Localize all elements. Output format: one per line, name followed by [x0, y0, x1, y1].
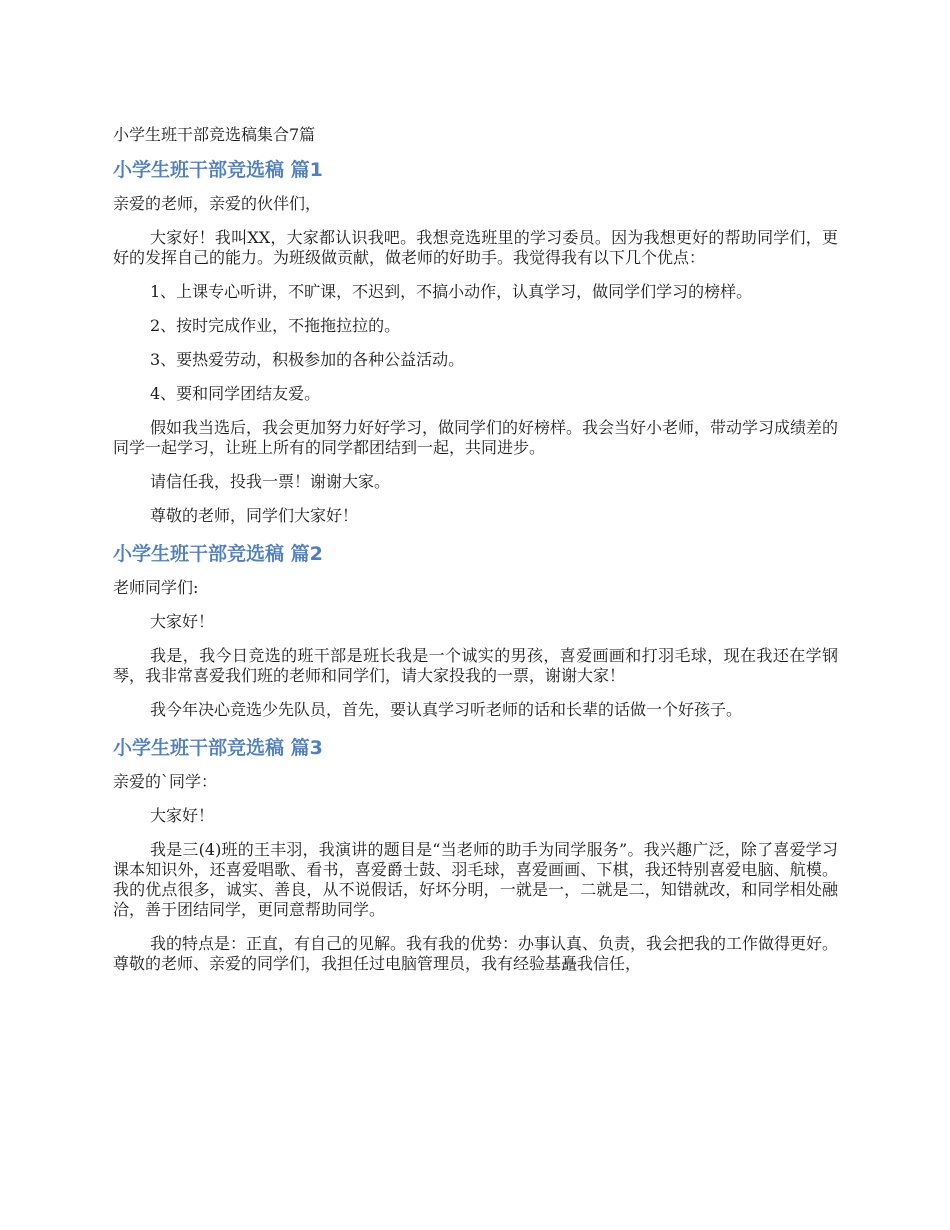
salutation: 老师同学们:: [113, 578, 199, 597]
paragraph: 我是三(4)班的王丰羽，我演讲的题目是“当老师的助手为同学服务”。我兴趣广泛，除了喜爱学习课本知识外，还喜爱唱歌、看书，喜爱爵士鼓、羽毛球，喜爱画画、下棋，我还特别喜爱电脑、航模。我的优点很多，诚实、善良，从不说假话，好坏分明，一就是一，二就是二，知错就改，和同学相处融洽，善于团结同学，更同意帮助同学。: [113, 840, 838, 919]
list-item: 1、上课专心听讲，不旷课，不迟到，不搞小动作，认真学习，做同学们学习的榜样。: [150, 282, 753, 301]
document-page: [113, 122, 838, 988]
section-heading-3: 小学生班干部竞选稿 篇3: [113, 737, 323, 759]
list-item: 2、按时完成作业，不拖拖拉拉的。: [150, 316, 401, 335]
paragraph: 我的特点是：正直，有自己的见解。我有我的优势：办事认真、负责，我会把我的工作做得更好。尊敬的老师、亲爱的同学们，我担任过电脑管理员，我有经验基矗我信任，: [113, 934, 839, 973]
salutation: 亲爱的`同学：: [113, 772, 218, 791]
list-item: 3、要热爱劳动，积极参加的各种公益活动。: [150, 350, 465, 369]
paragraph: 我今年决心竞选少先队员，首先，要认真学习听老师的话和长辈的话做一个好孩子。: [150, 700, 743, 719]
greeting: 大家好！: [150, 806, 215, 825]
list-item: 4、要和同学团结友爱。: [150, 384, 321, 403]
salutation: 亲爱的老师，亲爱的伙伴们，: [113, 194, 322, 213]
paragraph: 大家好！我叫XX，大家都认识我吧。我想竞选班里的学习委员。因为我想更好的帮助同学们，更好的发挥自己的能力。为班级做贡献，做老师的好助手。我觉得我有以下几个优点：: [113, 228, 838, 267]
greeting: 大家好！: [150, 612, 215, 631]
paragraph: 尊敬的老师，同学们大家好！: [150, 506, 359, 525]
section-heading-2: 小学生班干部竞选稿 篇2: [113, 543, 323, 565]
paragraph: 请信任我，投我一票！谢谢大家。: [150, 472, 391, 491]
paragraph: 我是，我今日竞选的班干部是班长我是一个诚实的男孩，喜爱画画和打羽毛球，现在我还在学钢琴，我非常喜爱我们班的老师和同学们，请大家投我的一票，谢谢大家！: [113, 646, 838, 685]
document-title: 小学生班干部竞选稿集合7篇: [113, 125, 316, 144]
paragraph: 假如我当选后，我会更加努力好好学习，做同学们的好榜样。我会当好小老师，带动学习成绩差的同学一起学习，让班上所有的同学都团结到一起，共同进步。: [113, 418, 839, 457]
section-heading-1: 小学生班干部竞选稿 篇1: [113, 159, 323, 181]
